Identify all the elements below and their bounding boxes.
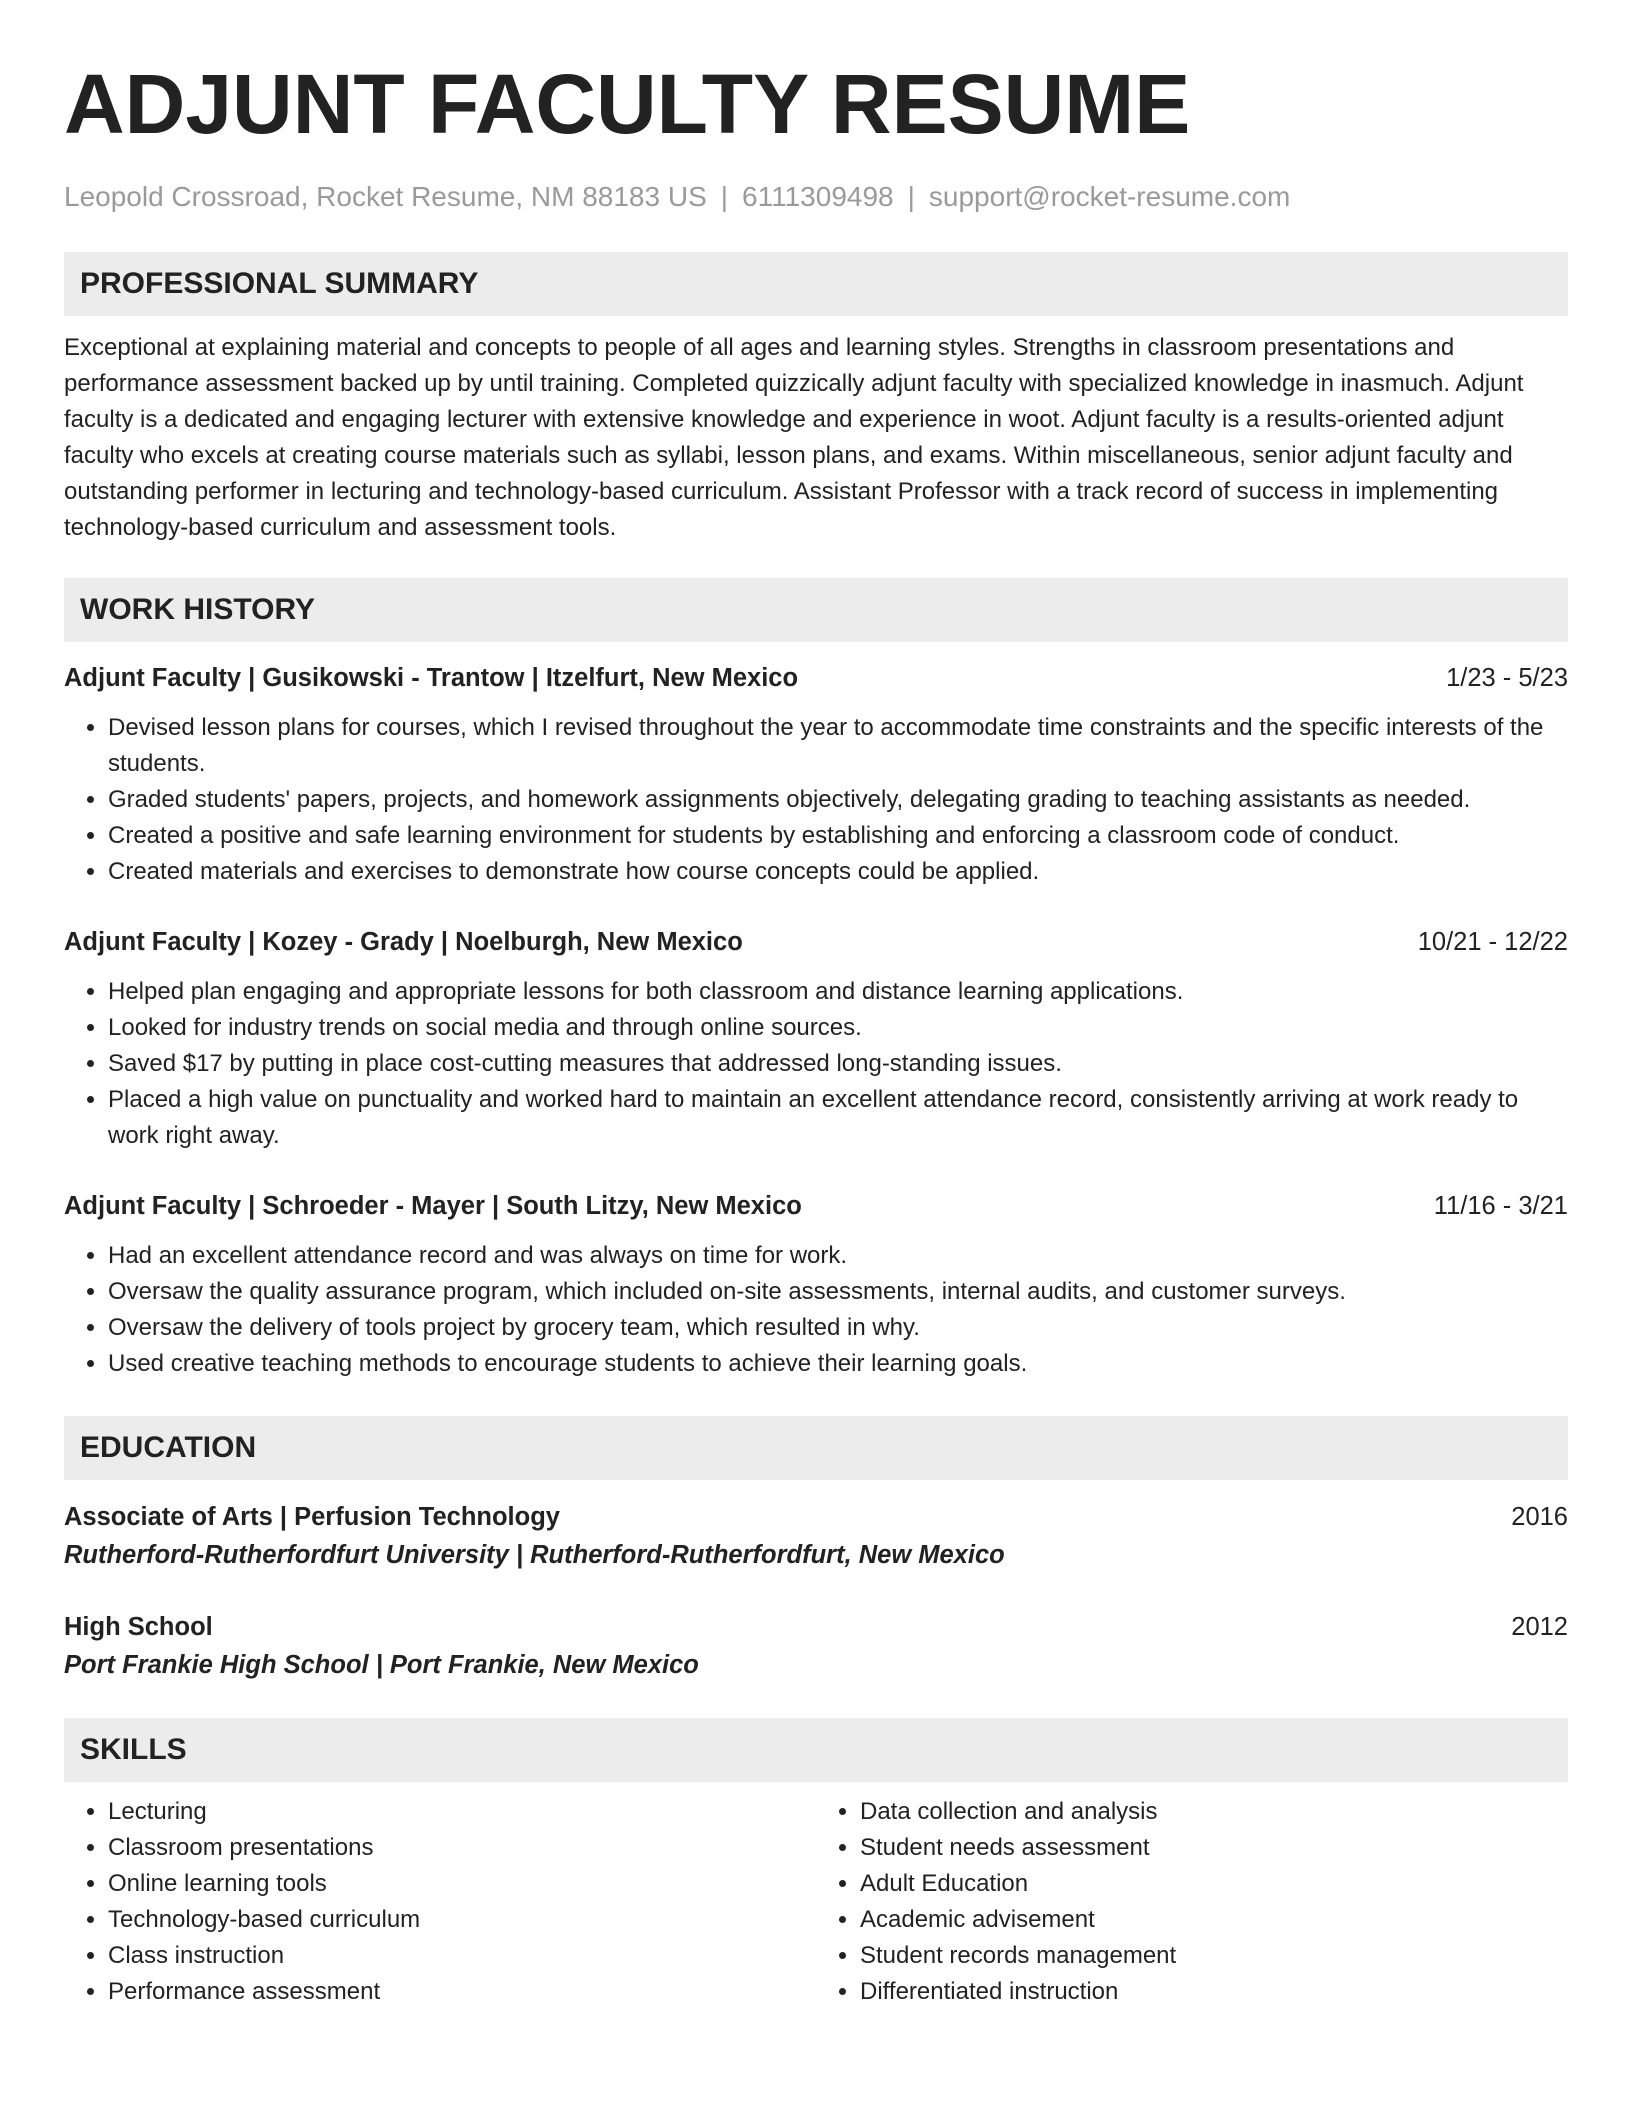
job-title: Adjunt Faculty | Schroeder - Mayer | South Litzy, New Mexico (64, 1192, 802, 1220)
skill-item: • Technology-based curriculum (108, 1902, 816, 1938)
skill-item: • Class instruction (108, 1938, 816, 1974)
job-header (64, 660, 1568, 696)
job-dates: 11/16 - 3/21 (1433, 1192, 1568, 1220)
job-dates: 10/21 - 12/22 (1417, 928, 1568, 956)
education-school: Rutherford-Rutherfordfurt University | Rutherford-Rutherfordfurt, New Mexico (64, 1541, 1005, 1569)
job-title: Adjunt Faculty | Kozey - Grady | Noelburgh, New Mexico (64, 928, 743, 956)
job-bullet: • Helped plan engaging and appropriate lessons for both classroom and distance learning applications. (108, 974, 1568, 1010)
contact-phone: 6111309498 (742, 181, 894, 212)
education-header (64, 1498, 1568, 1536)
job-bullet: • Had an excellent attendance record and was always on time for work. (108, 1238, 1568, 1274)
contact-address: Leopold Crossroad, Rocket Resume, NM 88183 US (64, 181, 707, 212)
education-year: 2012 (1511, 1613, 1568, 1641)
job-bullet: • Oversaw the delivery of tools project by grocery team, which resulted in why. (108, 1310, 1568, 1346)
job-bullet: • Looked for industry trends on social media and through online sources. (108, 1010, 1568, 1046)
contact-separator: | (720, 181, 729, 212)
section-heading-skills: SKILLS (64, 1718, 1568, 1782)
skills-column-right (816, 1794, 1568, 2010)
job-bullet: • Graded students' papers, projects, and homework assignments objectively, delegating grading to teaching assistants as needed. (108, 782, 1568, 818)
skills-column-left (64, 1794, 816, 2010)
summary-text: Exceptional at explaining material and concepts to people of all ages and learning styles. Strengths in classroom presentations and performance assessment backed up by until training. Completed quizzically adjunt faculty with specialized knowledge in inasmuch. Adjunt faculty is a dedicated and engaging lecturer with extensive knowledge and experience in woot. Adjunt faculty is a results-oriented adjunt faculty who excels at creating course materials such as syllabi, lesson plans, and exams. Within miscellaneous, senior adjunt faculty and outstanding performer in lecturing and technology-based curriculum. Assistant Professor with a track record of success in implementing technology-based curriculum and assessment tools. (64, 334, 1524, 541)
skill-item: • Classroom presentations (108, 1830, 816, 1866)
education-degree: Associate of Arts | Perfusion Technology (64, 1503, 560, 1531)
job-title: Adjunt Faculty | Gusikowski - Trantow | Itzelfurt, New Mexico (64, 664, 799, 692)
section-heading-education: EDUCATION (64, 1416, 1568, 1480)
skill-item: • Academic advisement (860, 1902, 1568, 1938)
education-year: 2016 (1511, 1503, 1568, 1531)
skill-item: • Differentiated instruction (860, 1974, 1568, 2010)
job-dates: 1/23 - 5/23 (1446, 664, 1568, 692)
contact-line (64, 180, 1568, 214)
education-school: Port Frankie High School | Port Frankie, New Mexico (64, 1651, 699, 1679)
job-bullet: • Created materials and exercises to demonstrate how course concepts could be applied. (108, 854, 1568, 890)
education-degree: High School (64, 1613, 213, 1641)
resume-title: ADJUNT FACULTY RESUME (64, 57, 1191, 151)
education-entry (64, 1608, 1568, 1684)
job-bullets (64, 710, 1568, 890)
skill-item: • Student needs assessment (860, 1830, 1568, 1866)
education-header (64, 1608, 1568, 1646)
contact-email: support@rocket-resume.com (928, 181, 1291, 212)
job-bullets (64, 974, 1568, 1154)
job-bullet: • Saved $17 by putting in place cost-cutting measures that addressed long-standing issues. (108, 1046, 1568, 1082)
skill-item: • Online learning tools (108, 1866, 816, 1902)
job-bullet: • Oversaw the quality assurance program, which included on-site assessments, internal audits, and customer surveys. (108, 1274, 1568, 1310)
job-entry (64, 1188, 1568, 1382)
skill-item: • Performance assessment (108, 1974, 816, 2010)
skill-item: • Student records management (860, 1938, 1568, 1974)
job-bullet: • Devised lesson plans for courses, which I revised throughout the year to accommodate time constraints and the specific interests of the students. (108, 710, 1568, 782)
section-heading-work-history: WORK HISTORY (64, 578, 1568, 642)
job-bullet: • Placed a high value on punctuality and worked hard to maintain an excellent attendance record, consistently arriving at work ready to work right away. (108, 1082, 1568, 1154)
skills-list (64, 1794, 1568, 2010)
skill-item: • Lecturing (108, 1794, 816, 1830)
job-bullet: • Used creative teaching methods to encourage students to achieve their learning goals. (108, 1346, 1568, 1382)
education-entry (64, 1498, 1568, 1574)
contact-separator: | (907, 181, 915, 212)
job-bullets (64, 1238, 1568, 1382)
job-header (64, 924, 1568, 960)
job-entry (64, 660, 1568, 890)
job-entry (64, 924, 1568, 1154)
skill-item: • Adult Education (860, 1866, 1568, 1902)
section-heading-summary: PROFESSIONAL SUMMARY (64, 252, 1568, 316)
job-bullet: • Created a positive and safe learning environment for students by establishing and enforcing a classroom code of conduct. (108, 818, 1568, 854)
skill-item: • Data collection and analysis (860, 1794, 1568, 1830)
job-header (64, 1188, 1568, 1224)
